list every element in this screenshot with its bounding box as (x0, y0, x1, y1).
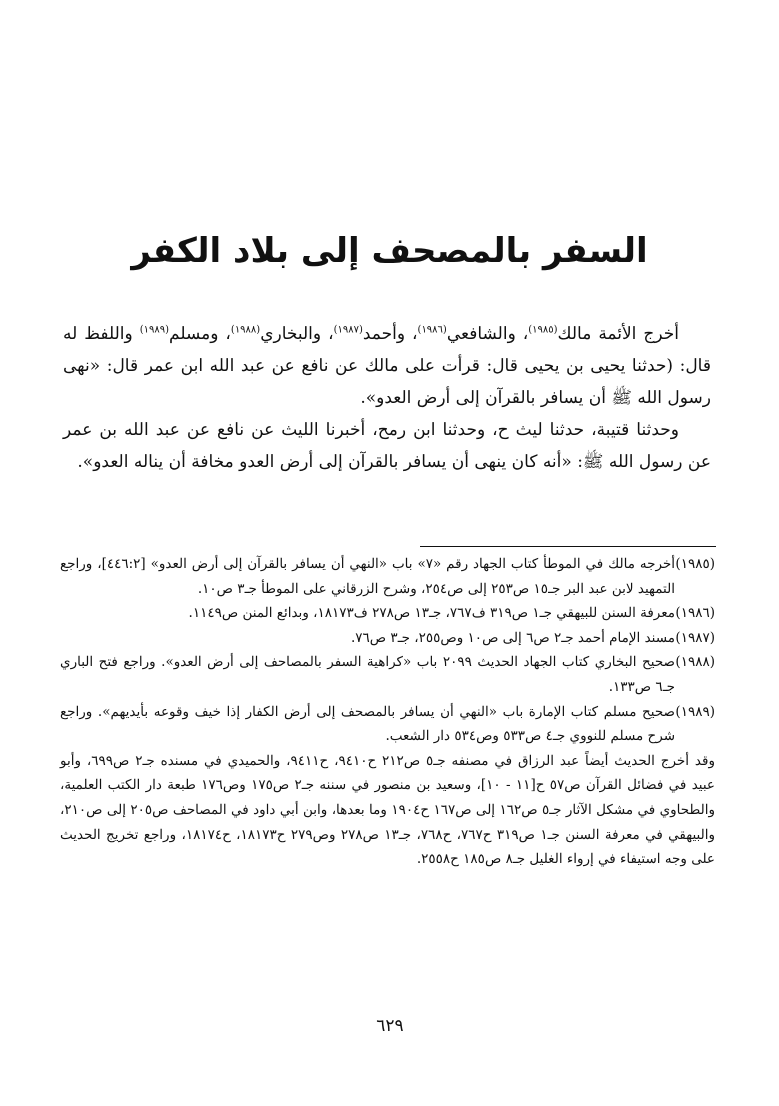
footnotes (60, 552, 715, 872)
footnote-text: أخرجه مالك في الموطأ كتاب الجهاد رقم «٧» باب «النهي أن يسافر بالقرآن إلى أرض العدو» [٤٤٦:٢]، وراجع التمهيد لابن عبد البر جـ١٥ ص٢٥٣ إلى ص٢٥٤، وشرح الزرقاني على الموطأ جـ٣ ص١٠. (60, 556, 675, 597)
footnote-number: (١٩٨٩) (675, 703, 715, 720)
footnote-number: (١٩٨٨) (675, 654, 715, 671)
footnote-ref-1987: (١٩٨٧) (333, 324, 363, 336)
footnote-1987 (60, 626, 715, 651)
footnote-number: (١٩٨٦) (675, 605, 715, 622)
footnote-ref-1989: (١٩٨٩) (139, 324, 170, 336)
text-run: ، ومسلم (169, 324, 231, 344)
text-run: ، والبخاري (260, 324, 334, 344)
footnote-number: (١٩٨٥) (675, 556, 715, 572)
footnote-ref-1986: (١٩٨٦) (417, 324, 447, 336)
footnote-number: (١٩٨٧) (675, 629, 715, 646)
footnote-1986 (60, 601, 715, 626)
text-run: ، وأحمد (362, 324, 418, 344)
footnote-separator (420, 546, 716, 547)
chapter-title: السفر بالمصحف إلى بلاد الكفر (131, 231, 648, 271)
text-run: أخرج الأئمة مالك (557, 324, 679, 344)
paragraph-2: وحدثنا قتيبة، حدثنا ليث ح، وحدثنا ابن رمح، أخبرنا الليث عن نافع عن عبد الله بن عمر عن رسول الله ﷺ: «أنه كان ينهى أن يسافر بالقرآن إلى أرض العدو مخافة أن يناله العدو». (63, 420, 711, 472)
text-run: واللفظ له قال: (حدثنا يحيى بن يحيى قال: قرأت على مالك عن نافع عن عبد الله ابن عمر قال: «نهى رسول الله ﷺ أن يسافر بالقرآن إلى أرض العدو». (63, 324, 711, 408)
paragraph-1 (63, 318, 711, 414)
footnote-1989 (60, 700, 715, 749)
footnote-text: صحيح مسلم كتاب الإمارة باب «النهي أن يسافر بالمصحف إلى أرض الكفار إذا خيف وقوعه بأيديهم». وراجع شرح مسلم للنووي جـ٤ ص٥٣٣ وص٥٣٤ دار الشعب. (60, 703, 675, 745)
text-run: ، والشافعي (446, 324, 529, 344)
footnote-1985 (60, 552, 715, 601)
footnote-text: معرفة السنن للبيهقي جـ١ ص٣١٩ ف٧٦٧، جـ١٣ ص٢٧٨ ف١٨١٧٣، وبدائع المنن ص١١٤٩. (188, 605, 675, 622)
footnote-1988 (60, 650, 715, 699)
page-number: ٦٢٩ (376, 1016, 404, 1036)
footnote-ref-1985: (١٩٨٥) (528, 324, 558, 336)
footnote-text: مسند الإمام أحمد جـ٢ ص٦ إلى ص١٠ وص٢٥٥، جـ٣ ص٧٦. (350, 629, 675, 646)
footnote-continuation: وقد أخرج الحديث أيضاً عبد الرزاق في مصنفه جـ٥ ص٢١٢ ح٩٤١٠، ح٩٤١١، والحميدي في مسنده جـ٢ ص٦٩٩، وأبو عبيد في فضائل القرآن ص٥٧ ح[١١ - ١٠]، وسعيد بن منصور في سننه جـ٢ ص١٧٥ وص١٧٦ طبعة دار الكتب العلمية، والطحاوي في مشكل الآثار جـ٥ ص١٦٢ إلى ص١٦٧ ح١٩٠٤ وما بعدها، وابن أبي داود في المصاحف ص٢٠٥ إلى ص٢١٠، والبيهقي في معرفة السنن جـ١ ص٣١٩ ح٧٦٧، ح٧٦٨، جـ١٣ ص٢٧٨ وص٢٧٩ ح١٨١٧٣، ح١٨١٧٤، وراجع تخريج الحديث على وجه استيفاء في إرواء الغليل جـ٨ ص١٨٥ ح٢٥٥٨. (60, 752, 715, 868)
footnote-text: صحيح البخاري كتاب الجهاد الحديث ٢٠٩٩ باب «كراهية السفر بالمصاحف إلى أرض العدو». وراجع فتح الباري جـ٦ ص١٣٣. (60, 654, 675, 695)
footnote-ref-1988: (١٩٨٨) (230, 324, 261, 336)
main-text (63, 318, 711, 478)
